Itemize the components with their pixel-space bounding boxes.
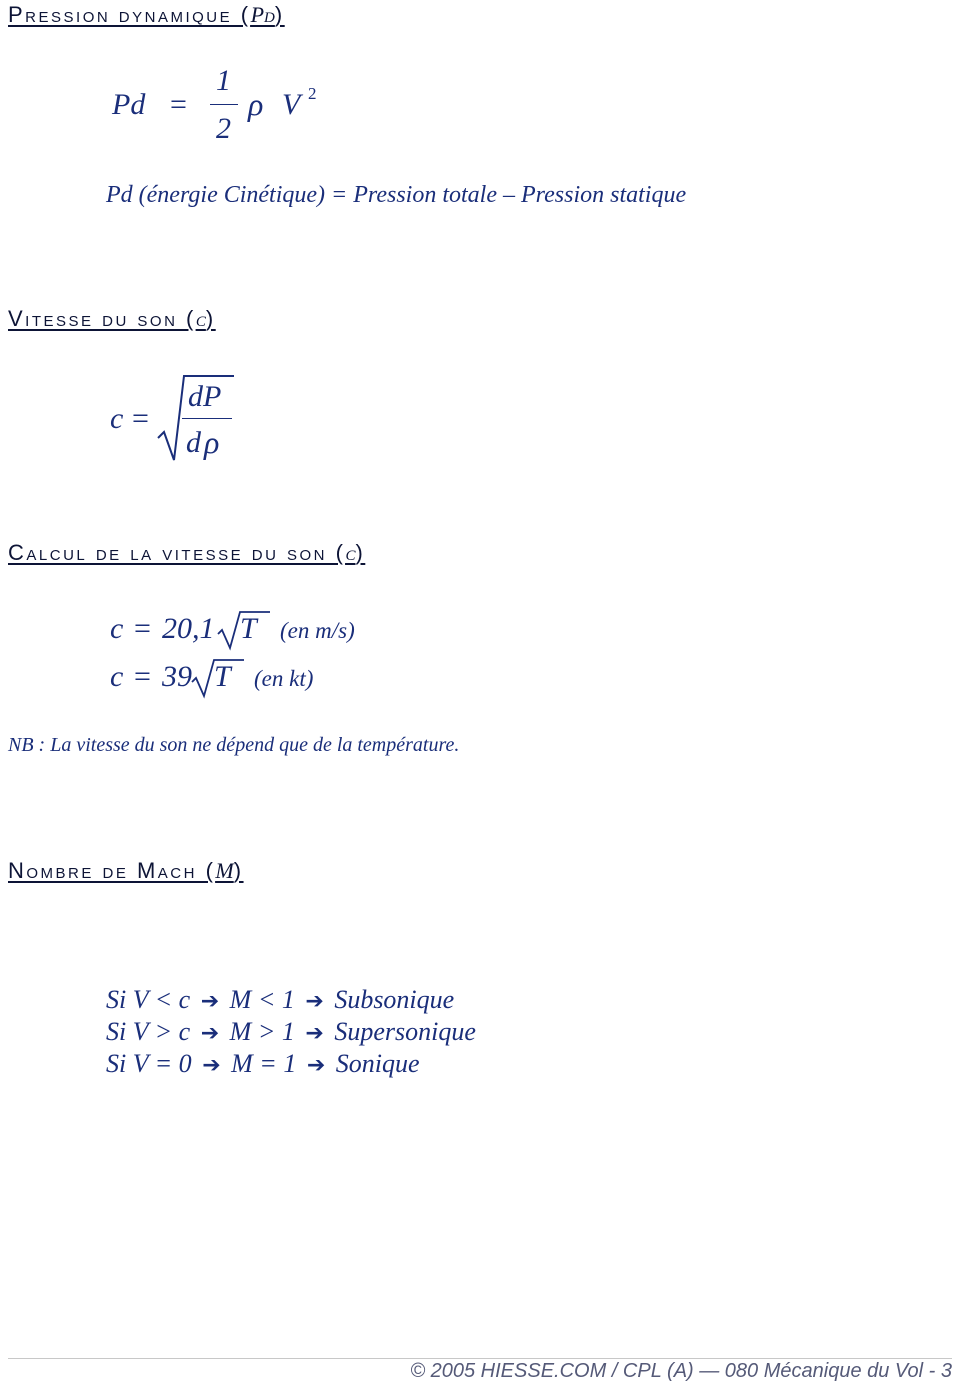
- formula-equals: =: [134, 612, 151, 645]
- heading-close: ): [233, 858, 244, 883]
- heading-symbol: c: [345, 540, 356, 565]
- formula-c-ms: [106, 608, 406, 654]
- heading-calcul-vitesse-son: [8, 540, 365, 566]
- formula-lhs: Pd: [112, 88, 146, 121]
- fraction-numerator: 1: [216, 64, 231, 97]
- mach-row-supersonic: [106, 1017, 476, 1047]
- arrow-icon: ➔: [305, 1021, 324, 1046]
- heading-nombre-de-mach: [8, 858, 244, 884]
- mach-regime: Sonique: [335, 1049, 420, 1078]
- formula-lhs: c: [110, 402, 124, 435]
- arrow-icon: ➔: [306, 1053, 326, 1078]
- arrow-icon: ➔: [200, 1021, 220, 1046]
- fraction-bar: [210, 104, 238, 105]
- heading-vitesse-du-son: [8, 306, 216, 332]
- formula-lhs: c: [110, 612, 124, 645]
- arrow-icon: ➔: [200, 989, 220, 1014]
- rho-symbol: ρ: [248, 86, 264, 122]
- formula-lhs: c: [110, 660, 124, 693]
- formula-equals: =: [132, 402, 149, 435]
- mach-regime: Supersonique: [334, 1017, 476, 1046]
- heading-text: Calcul de la vitesse du son (: [8, 540, 346, 565]
- arrow-icon: ➔: [202, 1053, 221, 1078]
- arrow-icon: ➔: [305, 989, 324, 1014]
- page-footer: © 2005 HIESSE.COM / CPL (A) — 080 Mécanique du Vol - 3: [410, 1360, 952, 1382]
- heading-close: ): [205, 306, 216, 331]
- formula-vitesse-du-son: [106, 370, 256, 470]
- denominator-rho: ρ: [204, 424, 220, 460]
- mach-row-subsonic: [106, 985, 454, 1015]
- heading-symbol: Pd: [250, 2, 275, 27]
- fraction-numerator: dP: [188, 380, 222, 413]
- mach-value: M > 1: [229, 1017, 295, 1046]
- formula-equals: =: [170, 88, 187, 121]
- formula-unit: (en m/s): [280, 618, 355, 643]
- heading-symbol: M: [215, 858, 234, 883]
- formula-unit: (en kt): [254, 666, 314, 691]
- formula-pression-dynamique: [106, 60, 346, 160]
- velocity-symbol: V: [282, 88, 301, 121]
- heading-close: ): [274, 2, 285, 27]
- pd-energy-note: Pd (énergie Cinétique) = Pression totale – Pression statique: [106, 182, 687, 208]
- mach-value: M < 1: [229, 985, 295, 1014]
- footer-divider: [8, 1358, 952, 1359]
- mach-regime: Subsonique: [334, 985, 455, 1014]
- formula-c-kt: [106, 656, 406, 702]
- formula-var: T: [240, 612, 257, 645]
- heading-text: Pression dynamique (: [8, 2, 251, 27]
- mach-condition: Si V > c: [106, 1017, 191, 1046]
- formula-coef: 20,1: [162, 612, 215, 645]
- denominator-d: d: [186, 426, 201, 459]
- mach-row-sonic: [106, 1049, 420, 1079]
- fraction-denominator: 2: [216, 112, 231, 145]
- mach-condition: Si V = 0: [106, 1049, 192, 1078]
- velocity-exponent: 2: [308, 84, 317, 103]
- formula-var: T: [214, 660, 231, 693]
- heading-pression-dynamique: [8, 2, 285, 28]
- heading-text: Vitesse du son (: [8, 306, 196, 331]
- formula-coef: 39: [162, 660, 192, 693]
- mach-condition: Si V < c: [106, 985, 191, 1014]
- nb-temperature-note: NB : La vitesse du son ne dépend que de la température.: [8, 734, 460, 756]
- formula-equals: =: [134, 660, 151, 693]
- heading-text: Nombre de Mach (: [8, 858, 216, 883]
- mach-value: M = 1: [231, 1049, 297, 1078]
- heading-close: ): [355, 540, 366, 565]
- heading-symbol: c: [195, 306, 206, 331]
- fraction-bar: [182, 418, 232, 419]
